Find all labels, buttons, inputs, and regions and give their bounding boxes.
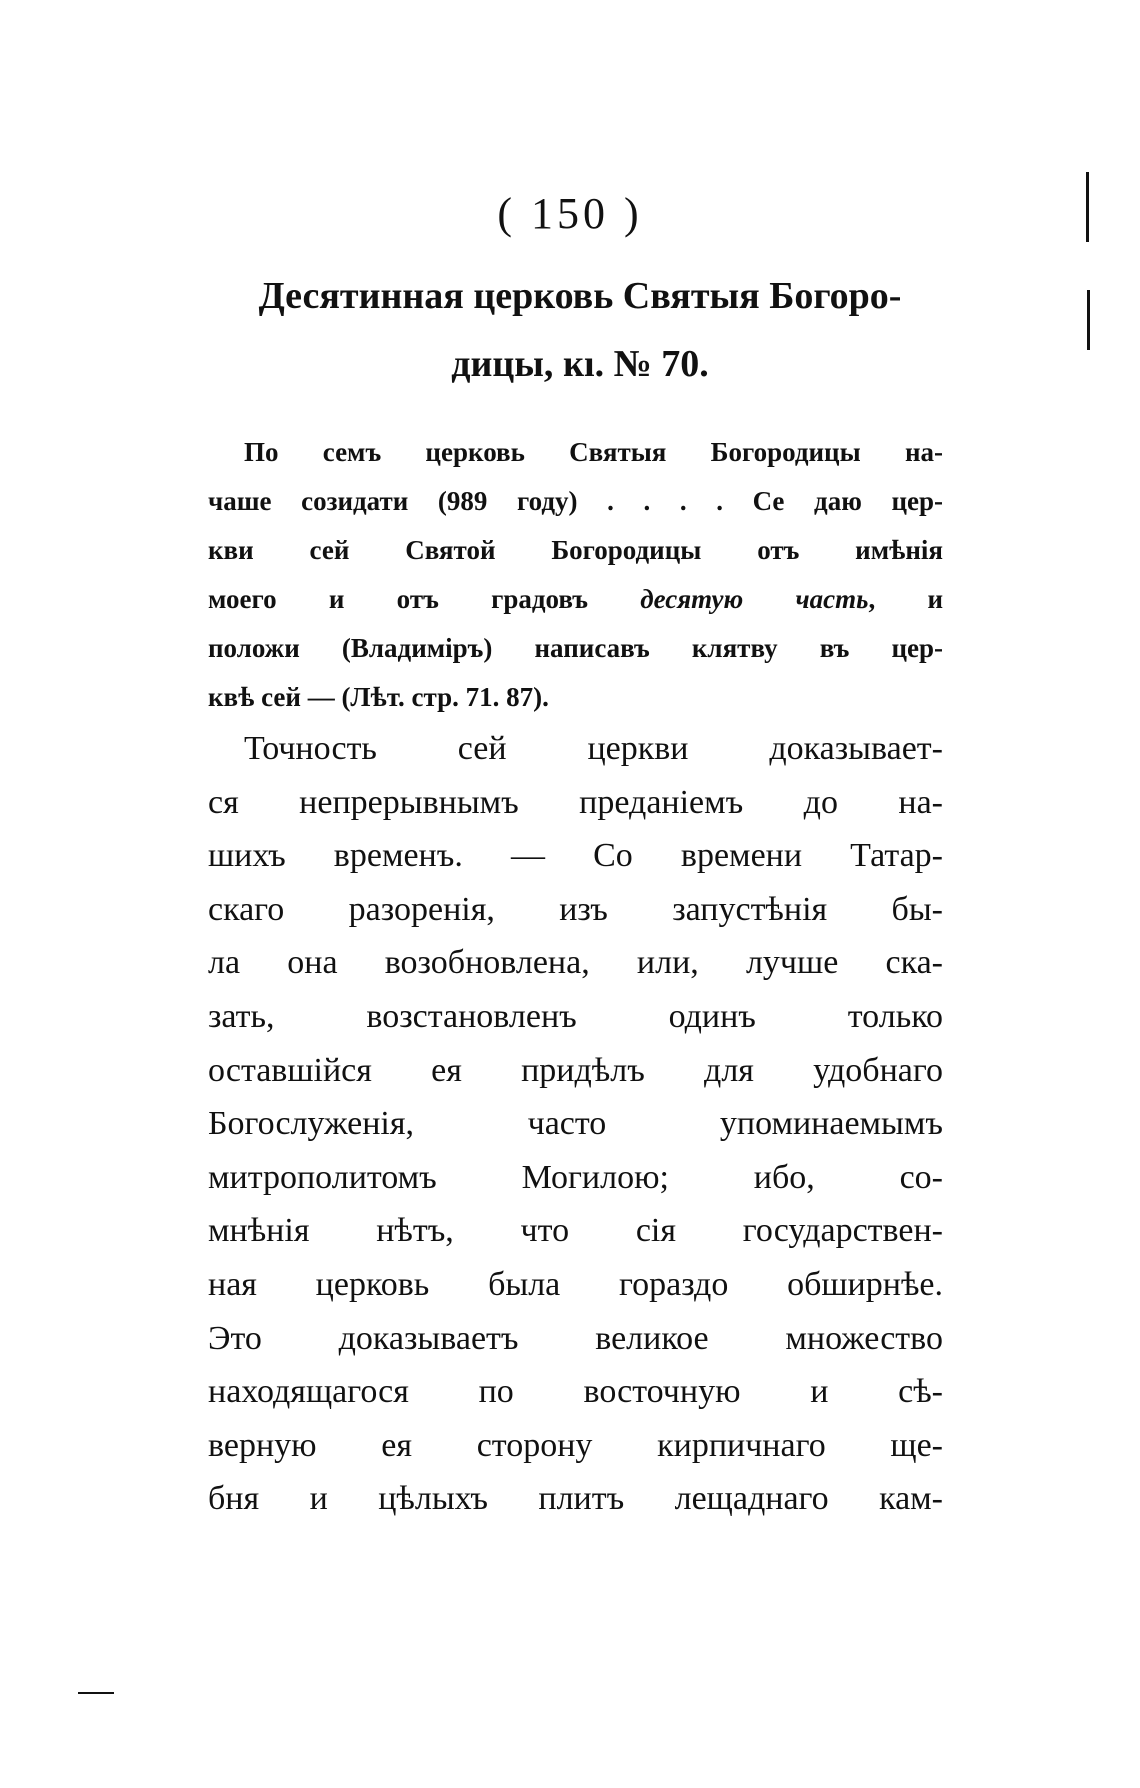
margin-rule bbox=[1086, 172, 1089, 242]
margin-rule bbox=[1087, 290, 1090, 350]
body-line: Богослуженія, часто упоминаемымъ bbox=[208, 1105, 943, 1143]
body-paragraph bbox=[208, 722, 943, 1526]
body-line: шихъ временъ. — Со времени Татар- bbox=[208, 837, 943, 875]
citation-line: положи (Владиміръ) написавъ клятву въ цер- bbox=[208, 633, 943, 663]
body-line: Точность сей церкви доказывает- bbox=[244, 730, 943, 767]
body-line: митрополитомъ Могилою; ибо, со- bbox=[208, 1158, 943, 1196]
chronicle-citation bbox=[208, 428, 943, 722]
body-line: зать, возстановленъ одинъ только bbox=[208, 997, 943, 1035]
page-number: ( 150 ) bbox=[497, 189, 643, 238]
body-line: ная церковь была гораздо обширнѣе. bbox=[208, 1265, 943, 1303]
body-line: оставшійся ея придѣлъ для удобнаго bbox=[208, 1051, 943, 1089]
body-line: находящагося по восточную и сѣ- bbox=[208, 1373, 943, 1411]
citation-line: По семъ церковь Святыя Богородицы на- bbox=[244, 437, 943, 467]
body-line: скаго разоренія, изъ запустѣнія бы- bbox=[208, 890, 943, 928]
heading-line-2: дицы, ĸı. № 70. bbox=[451, 343, 709, 385]
section-heading bbox=[200, 262, 960, 398]
body-line: мнѣнія нѣтъ, что сія государствен- bbox=[208, 1212, 943, 1250]
body-line: ся непрерывнымъ преданіемъ до на- bbox=[208, 783, 943, 821]
body-line: Это доказываетъ великое множество bbox=[208, 1319, 943, 1357]
citation-line-start: моего и отъ градовъ bbox=[208, 584, 641, 614]
body-line: бня и цѣлыхъ плитъ лещаднаго кам- bbox=[208, 1480, 943, 1518]
margin-rule bbox=[78, 1692, 114, 1694]
body-line: ла она возобновлена, или, лучше ска- bbox=[208, 944, 943, 982]
citation-italic-phrase: десятую часть bbox=[640, 584, 869, 614]
heading-line-1: Десятинная церковь Святыя Богоро- bbox=[258, 275, 902, 317]
citation-line: чаше созидати (989 году) . . . . Се даю цер- bbox=[208, 486, 943, 516]
citation-line-with-italic bbox=[208, 575, 943, 624]
body-line: верную ея сторону кирпичнаго ще- bbox=[208, 1426, 943, 1464]
citation-line: квѣ сей — (Лѣт. стр. 71. 87). bbox=[208, 682, 549, 712]
citation-line: кви сей Святой Богородицы отъ имѣнія bbox=[208, 535, 943, 565]
citation-line-end: , и bbox=[868, 584, 944, 614]
